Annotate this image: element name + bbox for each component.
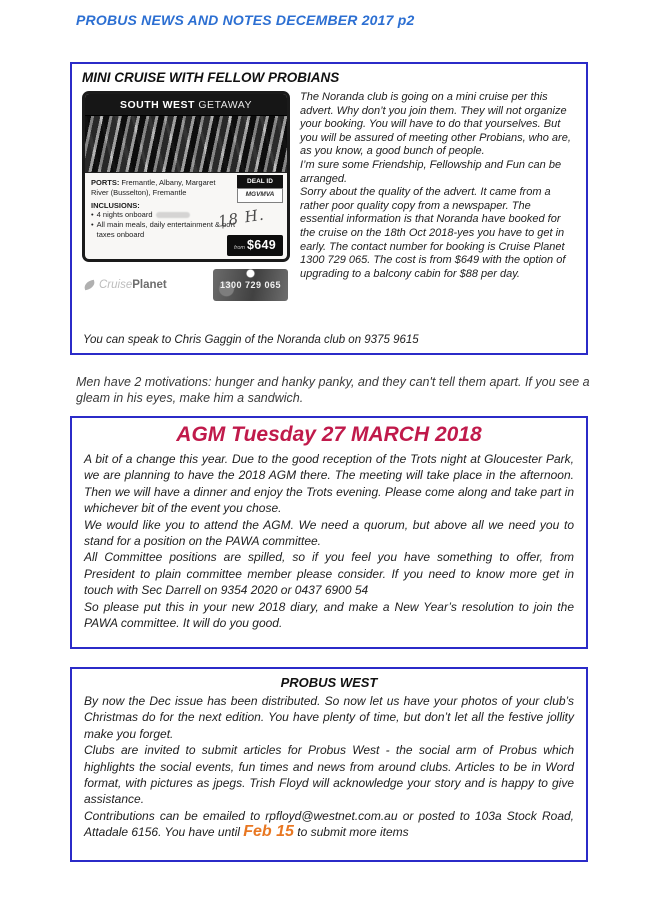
brand-planet: Planet: [132, 279, 167, 291]
mini-cruise-text-column: [300, 91, 576, 301]
price-badge: [227, 235, 283, 256]
brand-cruise: Cruise: [99, 279, 133, 291]
contact-suffix: to submit more items: [293, 825, 409, 840]
mini-cruise-title: MINI CRUISE WITH FELLOW PROBIANS: [82, 70, 340, 85]
phone-badge: 1300 729 065: [213, 269, 288, 301]
advert-photo: [85, 115, 287, 173]
west-contact-paragraph: [84, 808, 574, 841]
probus-west-box: [70, 667, 588, 862]
advert-footer: [82, 269, 290, 301]
deal-id-box: [237, 175, 283, 203]
mini-cruise-box: [70, 62, 588, 355]
advert-banner-rest: GETAWAY: [194, 99, 253, 111]
handwritten-note: 18 H.: [217, 205, 267, 231]
leaf-icon: [83, 280, 96, 291]
advert-ports: [91, 178, 219, 198]
cruise-planet-logo: [84, 279, 167, 291]
ports-label: PORTS:: [91, 178, 120, 187]
cruise-paragraph: Sorry about the quality of the advert. It came from a rather poor quality copy from a newspaper. The essential information is that Noranda have booked for the cruise on the 18th Oct 2018-yes you have to get in early. The contact number for booking is Cruise Planet 1300 729 065. The cost is from $649 with the option of upgrading to a balcony cabin for $88 per day.: [300, 186, 566, 280]
bullet-icon: •: [91, 220, 94, 229]
deal-id-label: DEAL ID: [237, 175, 283, 188]
probus-west-body: [84, 693, 574, 841]
cruise-contact-line: You can speak to Chris Gaggin of the Noranda club on 9375 9615: [83, 334, 419, 346]
agm-paragraph: A bit of a change this year. Due to the good reception of the Trots night at Gloucester Park, we are planning to have the 2018 AGM there. The meeting will take place in the afternoon. Then we will have a dinner and enjoy the Trots evening. Please come along and take part in whichever bit of the event you chose.: [84, 452, 574, 516]
inclusion-text: All main meals, daily entertainment & port taxes onboard: [96, 220, 236, 239]
agm-box: [70, 416, 588, 649]
joke-text: Men have 2 motivations: hunger and hanky panky, and they can't tell them apart. If you see a gleam in his eyes, make him a sandwich.: [76, 375, 590, 405]
price-amount: $649: [246, 237, 276, 252]
deadline-highlight: Feb 15: [243, 823, 294, 841]
agm-title: AGM Tuesday 27 MARCH 2018: [176, 423, 482, 446]
agm-paragraph: All Committee positions are spilled, so if you feel you have something to offer, from President to plain committee member please consider. If you need to know more get in touch with Sec Darrell on 9354 2020 or 0437 6900 54: [84, 550, 574, 598]
agm-paragraph: We would like you to attend the AGM. We need a quorum, but above all we need you to stand for a position on the PAWA committee.: [84, 517, 574, 549]
probus-west-title: PROBUS WEST: [280, 675, 378, 690]
cruise-paragraph: I’m sure some Friendship, Fellowship and Fun can be arranged.: [300, 158, 562, 185]
west-paragraph: Clubs are invited to submit articles for Probus West - the social arm of Probus which highlights the social events, fun times and news from around clubs. Articles to be in Word format, with pictures as jpegs. Trish Floyd will acknowledge your story and is happy to give assistance.: [84, 743, 574, 807]
west-paragraph: By now the Dec issue has been distributed. So now let us have your photos of your club’s Christmas do for the next edition. You have plenty of time, but don’t let all the festive jollity make you forget.: [84, 694, 574, 741]
advert-clipping: [82, 91, 290, 262]
bullet-icon: •: [91, 210, 94, 220]
agm-body: [84, 451, 574, 631]
ports-text: Fremantle, Albany, Margaret River (Busselton), Fremantle: [91, 178, 216, 197]
inclusions-label: INCLUSIONS:: [91, 200, 140, 210]
price-from-label: from: [233, 244, 245, 251]
agm-paragraph: So please put this in your new 2018 diary, and make a New Year’s resolution to join the PAWA committee. It will do you good.: [84, 599, 574, 631]
page-header: PROBUS NEWS AND NOTES DECEMBER 2017 p2: [76, 12, 415, 28]
inclusion-text: 4 nights onboard: [97, 210, 190, 220]
advert-info: [85, 173, 287, 259]
illegible-text: [156, 212, 190, 218]
contact-prefix: Contributions can be emailed to rpfloyd@westnet.com.au or posted to 103a Stock Road, Attadale 6156. You have until: [84, 808, 574, 840]
cruise-advert: [82, 91, 290, 301]
mini-cruise-body: [82, 91, 576, 301]
advert-banner-bold: SOUTH WEST: [119, 99, 195, 111]
deal-id-value: MGVMVA: [237, 188, 283, 202]
advert-banner: [85, 94, 287, 115]
cruise-paragraph: The Noranda club is going on a mini cruise per this advert. Why don’t you join them. They will not organize your booking. You will have to do that yourselves. But you will be assured of meeting other Probians, who are, as you know, a good bunch of people.: [300, 91, 571, 158]
